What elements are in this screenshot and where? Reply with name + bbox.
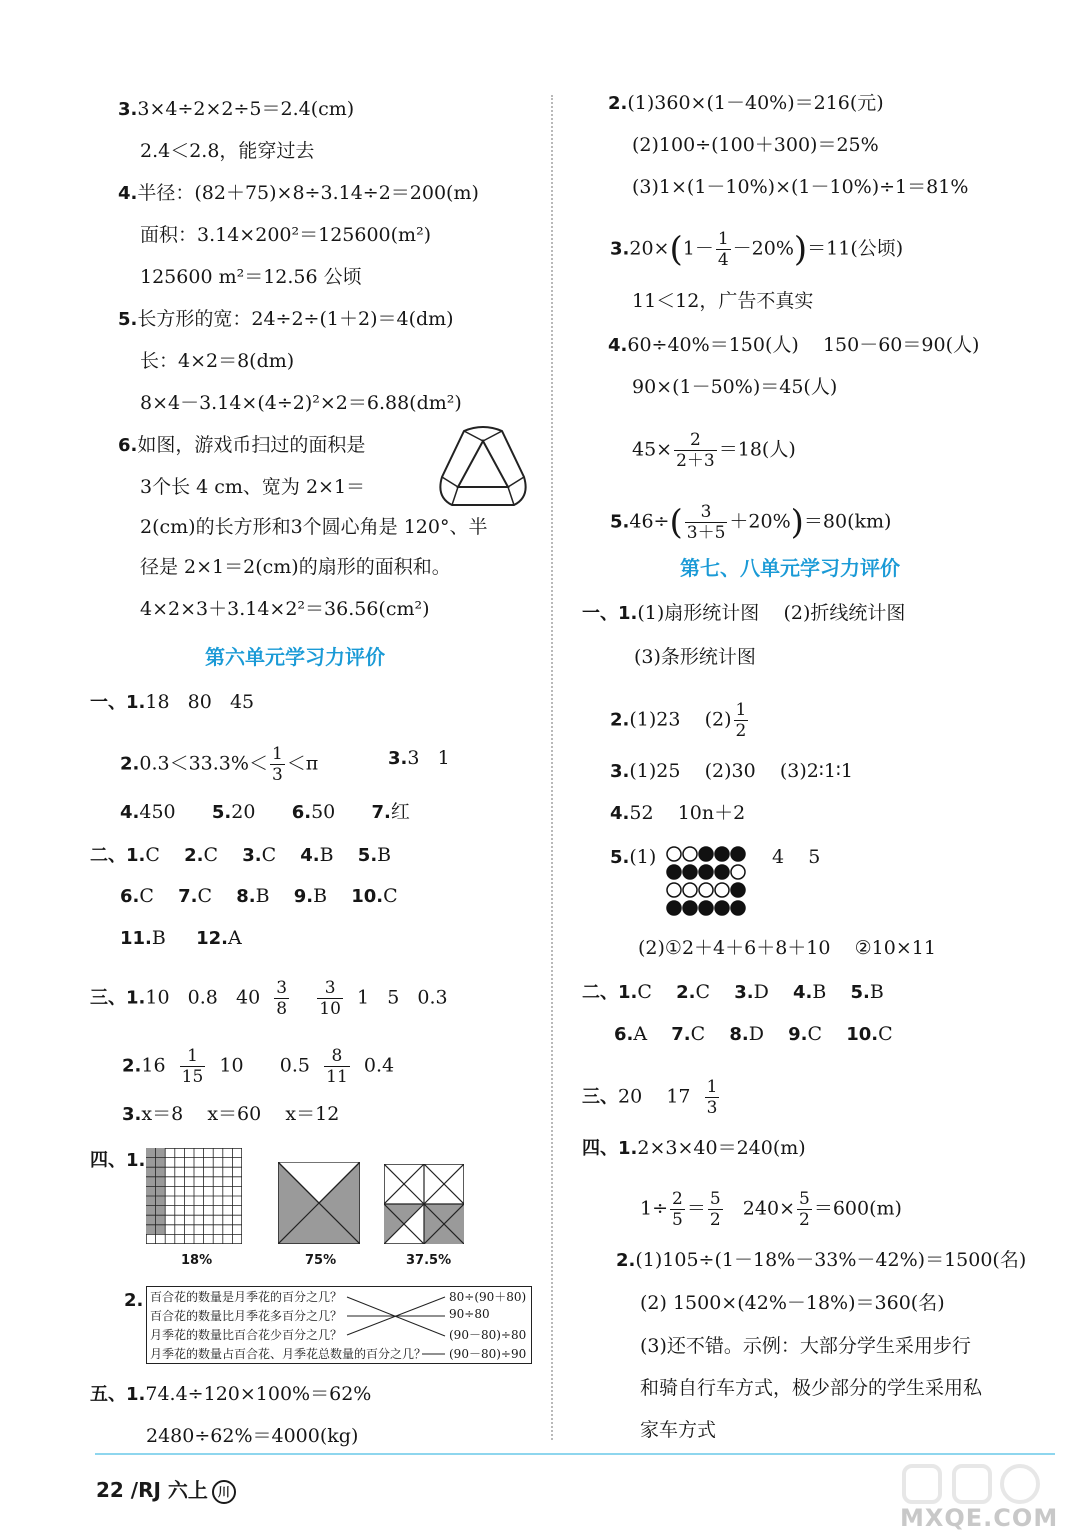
u78-q4-2-line4: 和骑自行车方式，极少部分的学生采用私	[640, 1377, 983, 1399]
u78-q4-2-line1: 2.(1)105÷(1－18%－33%－42%)＝1500(名)	[616, 1249, 1027, 1271]
match-right-3: (90－80)÷80	[449, 1328, 527, 1342]
u78-q1-5-label: 5.(1)	[610, 846, 657, 868]
unit6-q3-2: 2.16 $\frac{1}{15}$ 10 0.5 $\frac{8}{11}$ 0.4	[122, 1046, 395, 1087]
right-q4-line3: 45× $\frac{2}{2+3}$ ＝18(人)	[632, 430, 796, 471]
right-q2-line3: (3)1×(1－10%)×(1－10%)÷1＝81%	[632, 176, 969, 198]
u78-q4-1-line2: 1÷ $\frac{2}{5}$ ＝ $\frac{5}{2}$ 240× $\frac{5}{2}$ ＝600(m)	[640, 1189, 902, 1230]
dot-pattern-figure	[666, 845, 750, 919]
unit6-q1-1: 一、1.18 80 45	[90, 691, 255, 713]
caption-75: 75%	[305, 1253, 337, 1268]
answer-5-line2: 长：4×2＝8(dm)	[140, 350, 295, 372]
unit6-q3-1: 三、1.10 0.8 40 $\frac{3}{8}$ $\frac{3}{10}$ 1 5 0.3	[90, 978, 448, 1019]
match-left-3: 月季花的数量比百合花少百分之几？	[150, 1328, 343, 1342]
unit6-q3-3: 3.x＝8 x＝60 x＝12	[122, 1103, 340, 1125]
square-75-percent-figure	[278, 1162, 360, 1244]
match-left-1: 百合花的数量是月季花的百分之几？	[150, 1290, 343, 1304]
unit6-q5-2: 2480÷62%＝4000(kg)	[146, 1425, 359, 1447]
answer-6-line5: 4×2×3＋3.14×2²＝36.56(cm²)	[140, 598, 430, 620]
right-q4-line1: 4.60÷40%＝150(人) 150－60＝90(人)	[608, 334, 980, 356]
square-37-5-percent-figure	[384, 1164, 464, 1244]
matching-box	[146, 1286, 532, 1364]
u78-q4-2-line2: (2) 1500×(42%－18%)＝360(名)	[640, 1292, 945, 1314]
answer-5-line3: 8×4－3.14×(4÷2)²×2＝6.88(dm²)	[140, 392, 462, 414]
right-q3-line1: 3.20×(1－ $\frac{1}{4}$ －20%)＝11(公顷)	[610, 229, 904, 270]
section-title-unit7-8: 第七、八单元学习力评价	[680, 556, 900, 580]
caption-18: 18%	[181, 1253, 213, 1268]
u78-q1-4: 4.52 10n＋2	[610, 802, 746, 824]
page-number-label: 22 /RJ 六上	[96, 1478, 208, 1502]
u78-q4-2-line5: 家车方式	[640, 1419, 717, 1441]
u78-q3: 三、20 17 $\frac{1}{3}$	[582, 1077, 718, 1118]
unit6-q1-4to7: 4.450 5.20 6.50 7.红	[120, 801, 410, 823]
u78-q1-5-values: 4 5	[772, 846, 821, 868]
unit6-q2-row3: 11.B 12.A	[120, 927, 242, 949]
match-left-2: 百合花的数量比月季花多百分之几？	[150, 1309, 343, 1323]
page-footer	[96, 1474, 236, 1504]
right-q2-line1: 2.(1)360×(1－40%)＝216(元)	[608, 92, 884, 114]
u78-q1-1-line2: (3)条形统计图	[634, 646, 756, 668]
answer-4-line1: 4.半径：(82＋75)×8÷3.14÷2＝200(m)	[118, 182, 479, 204]
section-title-unit6: 第六单元学习力评价	[205, 645, 385, 669]
u78-q2-row2: 6.A 7.C 8.D 9.C 10.C	[614, 1023, 893, 1045]
unit6-q1-3: 3.3 1	[388, 747, 450, 769]
u78-q1-2: 2.(1)23 (2) $\frac{1}{2}$	[610, 700, 747, 741]
answer-6-line4: 径是 2×1＝2(cm)的扇形的面积和。	[140, 556, 451, 578]
match-right-4: (90－80)÷90	[449, 1347, 527, 1361]
unit6-q5-1: 五、1.74.4÷120×100%＝62%	[90, 1383, 372, 1405]
grid-18-percent-figure	[146, 1148, 242, 1244]
answer-4-line3: 125600 m²＝12.56 公顷	[140, 266, 362, 288]
edition-badge: 川	[212, 1480, 236, 1504]
u78-q1-5-line2: (2)①2＋4＋6＋8＋10 ②10×11	[638, 937, 936, 959]
right-q2-line2: (2)100÷(100＋300)＝25%	[632, 134, 879, 156]
coin-sweep-figure	[434, 425, 532, 511]
right-q4-line2: 90×(1－50%)＝45(人)	[632, 376, 838, 398]
unit6-q2-row1: 二、1.C 2.C 3.C 4.B 5.B	[90, 844, 392, 866]
right-q5-line1: 5.46÷( $\frac{3}{3+5}$ ＋20%)＝80(km)	[610, 502, 892, 543]
u78-q2-row1: 二、1.C 2.C 3.D 4.B 5.B	[582, 981, 884, 1003]
caption-37-5: 37.5%	[406, 1253, 452, 1268]
column-divider	[551, 95, 553, 1440]
answer-6-line1: 6.如图，游戏币扫过的面积是	[118, 434, 366, 456]
match-right-2: 90÷80	[449, 1307, 490, 1321]
matching-lines	[147, 1287, 531, 1363]
answer-6-line3: 2(cm)的长方形和3个圆心角是 120°、半	[140, 516, 488, 538]
watermark-text: MXQE.COM	[900, 1504, 1059, 1532]
u78-q4-2-line3: (3)还不错。示例：大部分学生采用步行	[640, 1335, 971, 1357]
unit6-q4-1-label: 四、1.	[90, 1150, 146, 1171]
u78-q1-3: 3.(1)25 (2)30 (3)2∶1∶1	[610, 760, 853, 782]
match-left-4: 月季花的数量占百合花、月季花总数量的百分之几？	[150, 1347, 427, 1361]
answer-4-line2: 面积：3.14×200²＝125600(m²)	[140, 224, 432, 246]
answer-6-line2: 3个长 4 cm、宽为 2×1＝	[140, 476, 366, 498]
answer-3-line2: 2.4＜2.8，能穿过去	[140, 140, 315, 162]
unit6-q2-row2: 6.C 7.C 8.B 9.B 10.C	[120, 885, 398, 907]
u78-q4-1-line1: 四、1.2×3×40＝240(m)	[582, 1137, 806, 1159]
match-right-1: 80÷(90＋80)	[449, 1290, 527, 1304]
answer-5-line1: 5.长方形的宽：24÷2÷(1＋2)＝4(dm)	[118, 308, 454, 330]
unit6-q4-2-label: 2.	[124, 1290, 144, 1311]
u78-q1-1-line1: 一、1.(1)扇形统计图 (2)折线统计图	[582, 602, 906, 624]
answer-3-line1: 3.3×4÷2×2÷5＝2.4(cm)	[118, 98, 355, 120]
unit6-q1-2: 2.0.3＜33.3%＜ $\frac{1}{3}$ ＜π	[120, 744, 319, 785]
right-q3-line2: 11＜12，广告不真实	[632, 290, 814, 312]
footer-rule	[95, 1453, 1055, 1455]
